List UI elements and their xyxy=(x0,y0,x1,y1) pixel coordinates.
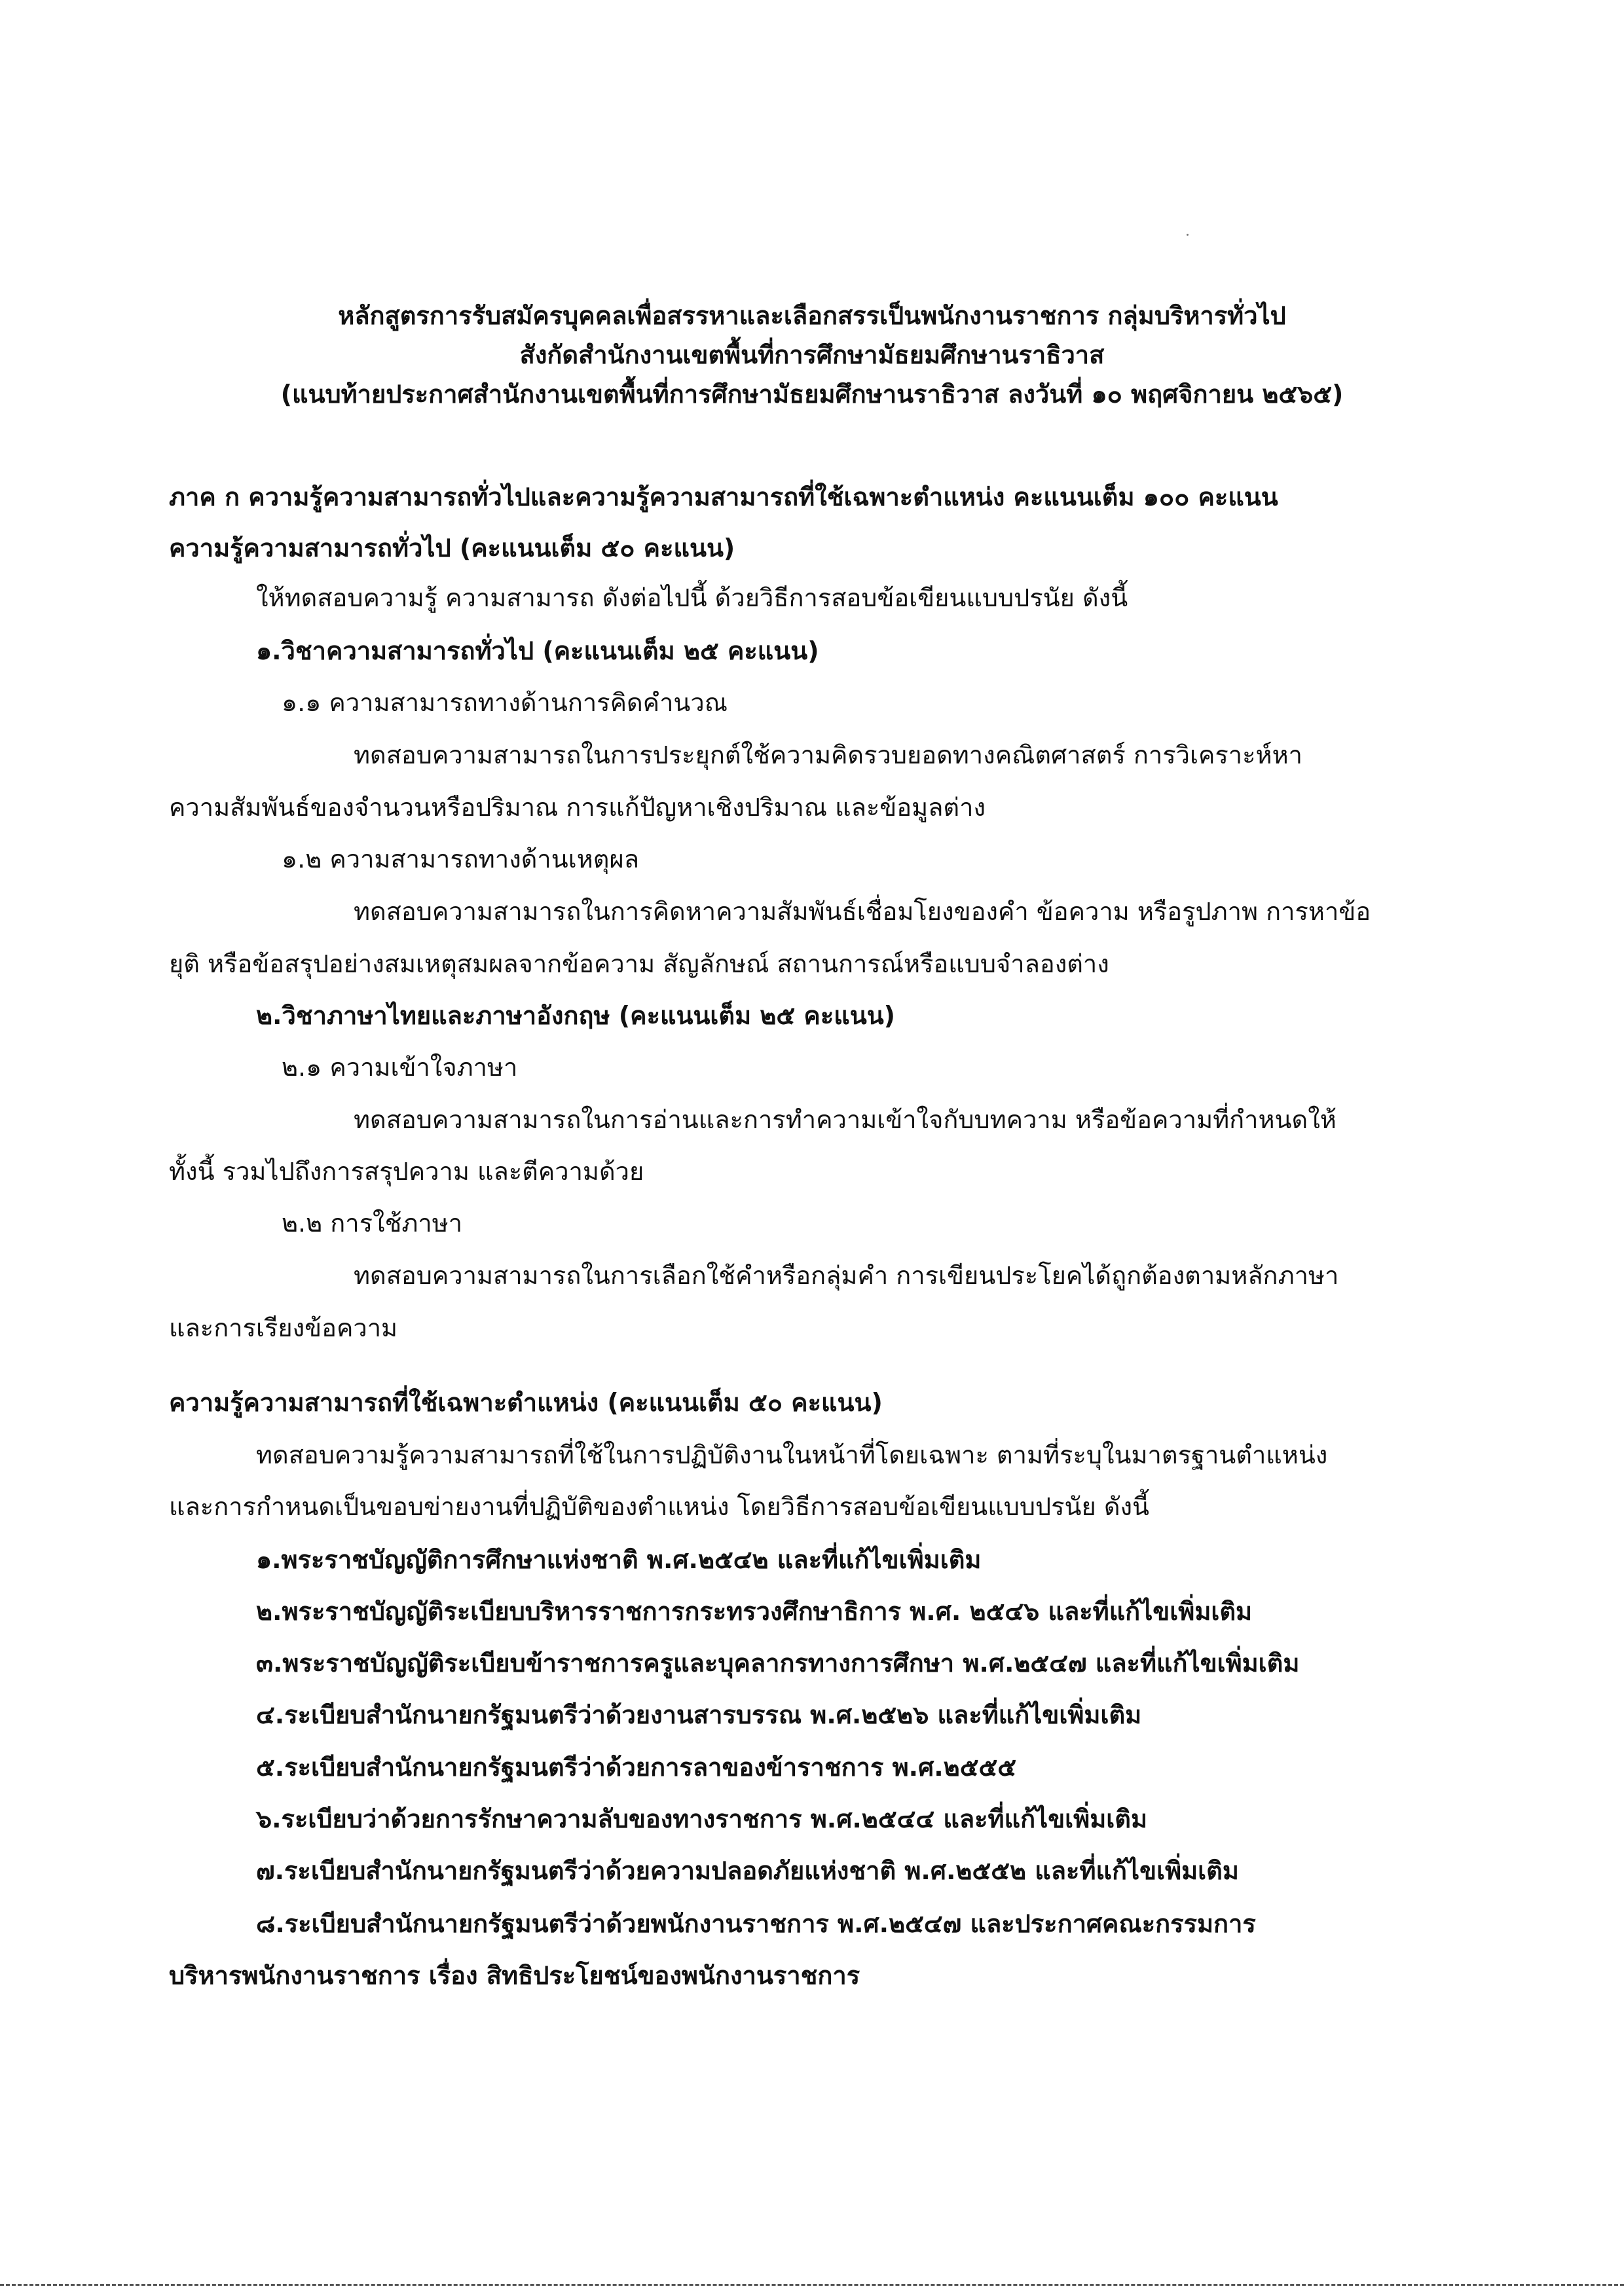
law-list-item: ๗.ระเบียบสำนักนายกรัฐมนตรีว่าด้วยความปลอดภัยแห่งชาติ พ.ศ.๒๕๕๒ และที่แก้ไขเพิ่มเติม xyxy=(256,1856,1239,1885)
part-a-heading: ภาค ก ความรู้ความสามารถทั่วไปและความรู้ความสามารถที่ใช้เฉพาะตำแหน่ง คะแนนเต็ม ๑๐๐ คะแนน xyxy=(169,483,1278,511)
specific-knowledge-heading: ความรู้ความสามารถที่ใช้เฉพาะตำแหน่ง (คะแนนเต็ม ๕๐ คะแนน) xyxy=(169,1388,883,1417)
subject-2-1-desc-line-1: ทดสอบความสามารถในการอ่านและการทำความเข้าใจกับบทความ หรือข้อความที่กำหนดให้ xyxy=(354,1105,1337,1134)
document-title-line-1: หลักสูตรการรับสมัครบุคคลเพื่อสรรหาและเลือกสรรเป็นพนักงานราชการ กลุ่มบริหารทั่วไป xyxy=(338,301,1286,330)
subject-1-1-desc-line-2: ความสัมพันธ์ของจำนวนหรือปริมาณ การแก้ปัญหาเชิงปริมาณ และข้อมูลต่าง xyxy=(169,793,986,822)
law-list-item-continuation: บริหารพนักงานราชการ เรื่อง สิทธิประโยชน์ของพนักงานราชการ xyxy=(169,1961,860,1990)
scan-speck xyxy=(1187,234,1189,236)
general-knowledge-heading: ความรู้ความสามารถทั่วไป (คะแนนเต็ม ๕๐ คะแนน) xyxy=(169,534,735,562)
law-list-item: ๑.พระราชบัญญัติการศึกษาแห่งชาติ พ.ศ.๒๕๔๒ และที่แก้ไขเพิ่มเติม xyxy=(256,1545,982,1574)
scan-edge-divider xyxy=(0,2284,1624,2286)
subject-1-1-title: ๑.๑ ความสามารถทางด้านการคิดคำนวณ xyxy=(282,688,728,717)
law-list-item: ๖.ระเบียบว่าด้วยการรักษาความลับของทางราชการ พ.ศ.๒๕๔๔ และที่แก้ไขเพิ่มเติม xyxy=(256,1805,1147,1833)
subject-1-2-desc-line-2: ยุติ หรือข้อสรุปอย่างสมเหตุสมผลจากข้อความ สัญลักษณ์ สถานการณ์หรือแบบจำลองต่าง xyxy=(169,949,1109,978)
subject-1-heading: ๑.วิชาความสามารถทั่วไป (คะแนนเต็ม ๒๕ คะแนน) xyxy=(256,636,819,665)
law-list-item: ๘.ระเบียบสำนักนายกรัฐมนตรีว่าด้วยพนักงานราชการ พ.ศ.๒๕๔๗ และประกาศคณะกรรมการ xyxy=(256,1909,1256,1938)
subject-2-1-title: ๒.๑ ความเข้าใจภาษา xyxy=(282,1053,518,1082)
law-list-item: ๕.ระเบียบสำนักนายกรัฐมนตรีว่าด้วยการลาของข้าราชการ พ.ศ.๒๕๕๕ xyxy=(256,1753,1017,1782)
subject-1-1-desc-line-1: ทดสอบความสามารถในการประยุกต์ใช้ความคิดรวบยอดทางคณิตศาสตร์ การวิเคราะห์หา xyxy=(354,741,1302,769)
subject-2-2-desc-line-2: และการเรียงข้อความ xyxy=(169,1313,398,1342)
subject-2-heading: ๒.วิชาภาษาไทยและภาษาอังกฤษ (คะแนนเต็ม ๒๕ คะแนน) xyxy=(256,1001,896,1030)
specific-knowledge-intro-line-1: ทดสอบความรู้ความสามารถที่ใช้ในการปฏิบัติงานในหน้าที่โดยเฉพาะ ตามที่ระบุในมาตรฐานตำแหน่ง xyxy=(256,1441,1328,1469)
law-list-item: ๔.ระเบียบสำนักนายกรัฐมนตรีว่าด้วยงานสารบรรณ พ.ศ.๒๕๒๖ และที่แก้ไขเพิ่มเติม xyxy=(256,1700,1142,1729)
subject-1-2-title: ๑.๒ ความสามารถทางด้านเหตุผล xyxy=(282,845,640,873)
document-title-line-3: (แนบท้ายประกาศสำนักงานเขตพื้นที่การศึกษามัธยมศึกษานราธิวาส ลงวันที่ ๑๐ พฤศจิกายน ๒๕๖๕) xyxy=(280,380,1344,409)
law-list-item: ๒.พระราชบัญญัติระเบียบบริหารราชการกระทรวงศึกษาธิการ พ.ศ. ๒๕๔๖ และที่แก้ไขเพิ่มเติม xyxy=(256,1597,1253,1626)
subject-2-2-title: ๒.๒ การใช้ภาษา xyxy=(282,1209,463,1238)
subject-1-2-desc-line-1: ทดสอบความสามารถในการคิดหาความสัมพันธ์เชื่อมโยงของคำ ข้อความ หรือรูปภาพ การหาข้อ xyxy=(354,897,1371,926)
law-list-item: ๓.พระราชบัญญัติระเบียบข้าราชการครูและบุคลากรทางการศึกษา พ.ศ.๒๕๔๗ และที่แก้ไขเพิ่มเติม xyxy=(256,1649,1300,1678)
subject-2-2-desc-line-1: ทดสอบความสามารถในการเลือกใช้คำหรือกลุ่มคำ การเขียนประโยคได้ถูกต้องตามหลักภาษา xyxy=(354,1261,1339,1290)
document-title-line-2: สังกัดสำนักงานเขตพื้นที่การศึกษามัธยมศึกษานราธิวาส xyxy=(519,340,1105,369)
specific-knowledge-intro-line-2: และการกำหนดเป็นขอบข่ายงานที่ปฏิบัติของตำแหน่ง โดยวิธีการสอบข้อเขียนแบบปรนัย ดังนี้ xyxy=(169,1492,1150,1521)
subject-2-1-desc-line-2: ทั้งนี้ รวมไปถึงการสรุปความ และตีความด้วย xyxy=(169,1157,644,1186)
general-knowledge-intro: ให้ทดสอบความรู้ ความสามารถ ดังต่อไปนี้ ด้วยวิธีการสอบข้อเขียนแบบปรนัย ดังนี้ xyxy=(256,583,1128,612)
